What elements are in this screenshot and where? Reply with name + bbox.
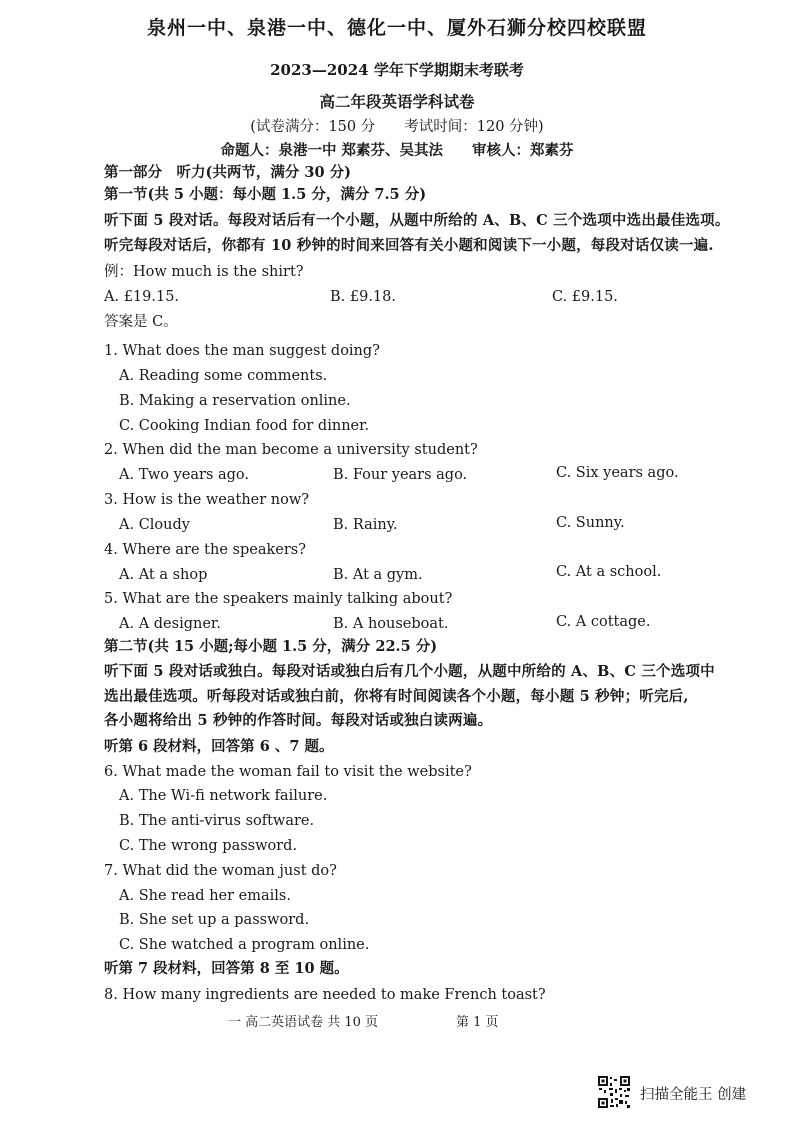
q7-option-c: C. She watched a program online. (119, 937, 370, 953)
question-3: 3. How is the weather now? (104, 492, 310, 508)
q3-option-c: C. Sunny. (556, 515, 625, 531)
q6-option-b: B. The anti-virus software. (119, 813, 315, 829)
scanner-watermark-label: 扫描全能王 创建 (640, 1087, 747, 1103)
q1-option-a: A. Reading some comments. (119, 368, 328, 384)
qr-code-icon (597, 1075, 631, 1109)
q2-option-c: C. Six years ago. (556, 465, 679, 481)
q7-option-b: B. She set up a password. (119, 912, 310, 928)
example-answer: 答案是 C。 (104, 314, 178, 330)
q7-option-a: A. She read her emails. (119, 888, 291, 904)
q3-option-b: B. Rainy. (333, 517, 398, 533)
q1-option-b: B. Making a reservation online. (119, 393, 351, 409)
example-option-a: A. £19.15. (104, 289, 180, 305)
question-6: 6. What made the woman fail to visit the website? (104, 764, 472, 780)
example-option-c: C. £9.15. (552, 289, 618, 305)
exam-info: (试卷满分：150 分 考试时间：120 分钟) (250, 119, 544, 135)
page-number: 第 1 页 (456, 1015, 499, 1030)
part1-heading: 第一部分 听力(共两节，满分 30 分) (104, 164, 351, 181)
q1-option-c: C. Cooking Indian food for dinner. (119, 418, 370, 434)
material-6-heading: 听第 6 段材料，回答第 6 、7 题。 (104, 738, 334, 755)
question-7: 7. What did the woman just do? (104, 863, 337, 879)
q5-option-a: A. A designer. (119, 616, 221, 632)
section2-heading: 第二节(共 15 小题;每小题 1.5 分，满分 22.5 分) (104, 638, 438, 655)
material-7-heading: 听第 7 段材料，回答第 8 至 10 题。 (104, 960, 349, 977)
q5-option-b: B. A houseboat. (333, 616, 449, 632)
question-8: 8. How many ingredients are needed to make French toast? (104, 987, 546, 1003)
q4-option-a: A. At a shop (119, 567, 208, 583)
section2-instructions-1: 听下面 5 段对话或独白。每段对话或独白后有几个小题，从题中所给的 A、B、C 三个选项中 (104, 663, 715, 680)
q3-option-a: A. Cloudy (119, 517, 190, 533)
section1-instructions-2: 听完每段对话后，你都有 10 秒钟的时间来回答有关小题和阅读下一小题，每段对话仅读一遍. (104, 237, 714, 254)
footer-info: 一 高二英语试卷 共 10 页 (228, 1015, 379, 1030)
example-question: 例：How much is the shirt? (104, 264, 304, 280)
q6-option-a: A. The Wi-fi network failure. (119, 788, 328, 804)
question-2: 2. When did the man become a university student? (104, 442, 478, 458)
q4-option-c: C. At a school. (556, 564, 662, 580)
q4-option-b: B. At a gym. (333, 567, 423, 583)
subject-title: 高二年段英语学科试卷 (319, 92, 475, 111)
question-1: 1. What does the man suggest doing? (104, 343, 380, 359)
q2-option-b: B. Four years ago. (333, 467, 468, 483)
question-5: 5. What are the speakers mainly talking about? (104, 591, 453, 607)
section1-heading: 第一节(共 5 小题：每小题 1.5 分，满分 7.5 分) (104, 186, 427, 203)
example-option-b: B. £9.18. (330, 289, 396, 305)
q5-option-c: C. A cottage. (556, 614, 651, 630)
question-4: 4. Where are the speakers? (104, 542, 306, 558)
section2-instructions-3: 各小题将给出 5 秒钟的作答时间。每段对话或独白读两遍。 (104, 712, 493, 729)
q6-option-c: C. The wrong password. (119, 838, 298, 854)
term-title: 2023—2024 学年下学期期末考联考 (270, 61, 524, 79)
authors: 命题人：泉港一中 郑素芬、吴其法 审核人：郑素芬 (220, 142, 574, 159)
q2-option-a: A. Two years ago. (119, 467, 250, 483)
school-union-title: 泉州一中、泉港一中、德化一中、厦外石狮分校四校联盟 (146, 17, 647, 39)
section1-instructions-1: 听下面 5 段对话。每段对话后有一个小题，从题中所给的 A、B、C 三个选项中选出最佳选项。 (104, 212, 730, 229)
section2-instructions-2: 选出最佳选项。听每段对话或独白前，你将有时间阅读各个小题，每小题 5 秒钟；听完后, (104, 688, 689, 705)
